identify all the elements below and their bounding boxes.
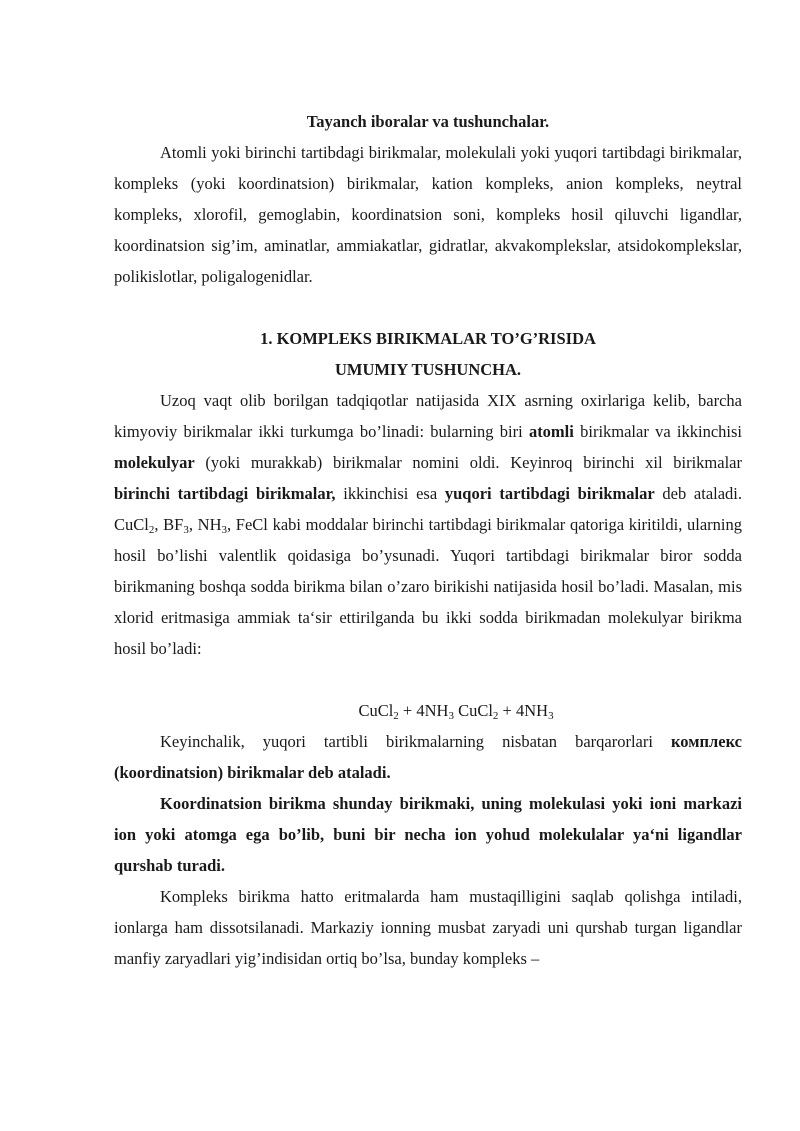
key-terms-title: Tayanch iboralar va tushunchalar. [306, 112, 550, 131]
paragraph-dissociation: Kompleks birikma hatto eritmalarda ham mustaqilligini saqlab qolishga intiladi, ionlarga ham dissotsilanadi. Markaziy ionning musbat zaryadi uni qurshab turgan ligandlar manfiy zaryadlari yig’indisidan ortiq bo’lsa, bunday kompleks – [114, 887, 742, 968]
chemical-equation: CuCl$_2$ + $4NH_3$ CuCl$_2$ + $4NH_3$ [358, 701, 554, 722]
paragraph-coordination-definition: Koordinatsion birikma shunday birikmaki, uning molekulasi yoki ioni markazi ion yoki atomga ega bo’lib, buni bir necha ion yohud molekulalar ya‘ni ligandlar qurshab turadi. [114, 794, 742, 875]
spacer [114, 664, 742, 695]
key-terms-paragraph: Atomli yoki birinchi tartibdagi birikmalar, molekulali yoki yuqori tartibdagi birikmalar, kompleks (yoki koordinatsion) birikmalar, kation kompleks, anion kompleks, neytral kompleks, xlorofil, gemoglabin, koordinatsion soni, kompleks hosil qiluvchi ligandlar, koordinatsion sig’im, aminatlar, ammiakatlar, gidratlar, akvakomplekslar, atsidokomplekslar, polikislotlar, poligalogenidlar. [114, 143, 742, 286]
paragraph-complex-definition: Keyinchalik, yuqori tartibli birikmalarning nisbatan barqarorlari комплекс (koordinatsion) birikmalar deb ataladi. [114, 732, 742, 782]
section-heading-line-1: 1. KOMPLEKS BIRIKMALAR TO’G’RISIDA [260, 329, 596, 348]
document-page [114, 106, 742, 974]
paragraph-history: Uzoq vaqt olib borilgan tadqiqotlar natijasida XIX asrning oxirlariga kelib, barcha kimyoviy birikmalar ikki turkumga bo’linadi: bularning biri atomli birikmalar va ikkinchisi molekulyar (yoki murakkab) birikmalar nomini oldi. Keyinroq birinchi xil birikmalar birinchi tartibdagi birikmalar, ikkinchisi esa yuqori tartibdagi birikmalar deb ataladi. CuCl$_2$, $BF_3$, $NH_3$, FeCl kabi moddalar birinchi tartibdagi birikmalar qatoriga kiritildi, ularning hosil bo’lishi valentlik qoidasiga bo’ysunadi. Yuqori tartibdagi birikmalar biror sodda birikmaning boshqa sodda birikma bilan o’zaro birikishi natijasida hosil bo’ladi. Masalan, mis xlorid eritmasiga ammiak ta‘sir ettirilganda bu ikki sodda birikmadan molekulyar birikma hosil bo’ladi: [114, 391, 743, 658]
spacer [114, 292, 742, 323]
section-heading-line-2: UMUMIY TUSHUNCHA. [334, 360, 522, 379]
